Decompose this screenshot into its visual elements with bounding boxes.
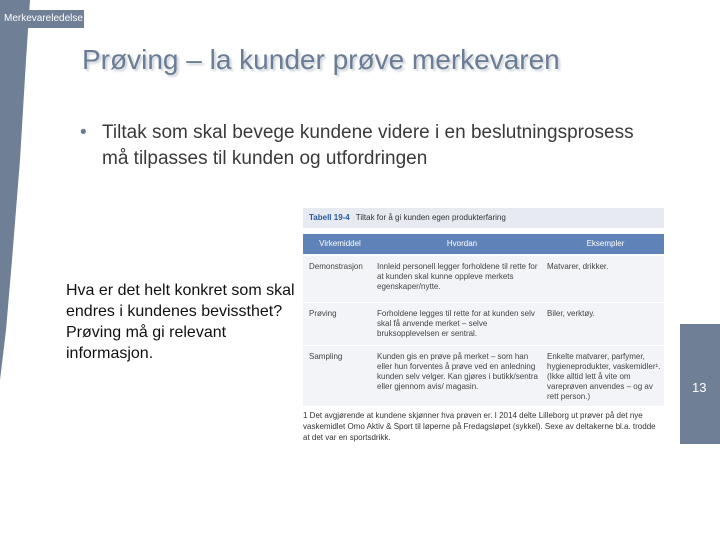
table-caption [303,208,664,228]
bullet-text: Tiltak som skal bevege kundene videre i en beslutningsprosess må tilpasses til kunden og utfordringen [102,122,634,169]
table-image [303,208,664,476]
header-eksempler: Eksempler [586,239,625,248]
page-number: 13 [692,380,707,395]
header-virkemiddel: Virkemiddel [319,239,361,248]
table-header [303,234,664,254]
header-hvordan: Hvordan [446,239,478,248]
table-row [303,346,664,407]
page-number-tab [680,324,720,444]
cell-eksempler: Biler, verktøy. [547,309,595,318]
bullet-icon: • [80,122,87,143]
table-row [303,256,664,303]
cell-eksempler: Matvarer, drikker. [547,262,609,271]
table-footnote: 1 Det avgjørende at kundene skjønner hva prøven er. I 2014 delte Lilleborg ut prøver på det nye vaskemidlet Omo Aktiv & Sport til løperne på Fredagsløpet (sykkel). Sexe av deltakerne bl.a. trodde at det var en sportsdrikk. [303,411,656,442]
brand-label: Merkevareledelse [0,10,84,28]
question-text: Hva er det helt konkret som skal endres i kundenes bevissthet? Prøving må gi relevant informasjon. [66,282,295,362]
slide-title: Prøving – la kunder prøve merkevaren [82,44,560,75]
table-row [303,303,664,346]
cell-hvordan: Innleid personell legger forholdene til rette for at kunden skal kunne oppleve merkets egenskaper/nytte. [377,262,538,291]
table-caption-text: Tiltak for å gi kunden egen produkterfaring [355,213,506,222]
cell-virkemiddel: Sampling [309,352,343,361]
bullet-point [80,120,640,172]
table-number: Tabell 19-4 [309,213,350,222]
cell-hvordan: Kunden gis en prøve på merket – som han eller hun forventes å prøve ved en anledning kunden selv velger. Kan gjøres i butikk/sentra eller gjennom avis/ magasin. [377,352,538,391]
cell-eksempler: Enkelte matvarer, parfymer, hygieneprodukter, vaskemidler¹. (Ikke alltid lett å vite om vareprøven anvendes – og av rett person.) [547,352,661,401]
cell-hvordan: Forholdene legges til rette for at kunden selv skal få anvende merket – selve bruksopplevelsen er sentral. [377,309,535,338]
cell-virkemiddel: Prøving [309,309,337,318]
cell-virkemiddel: Demonstrasjon [309,262,363,271]
